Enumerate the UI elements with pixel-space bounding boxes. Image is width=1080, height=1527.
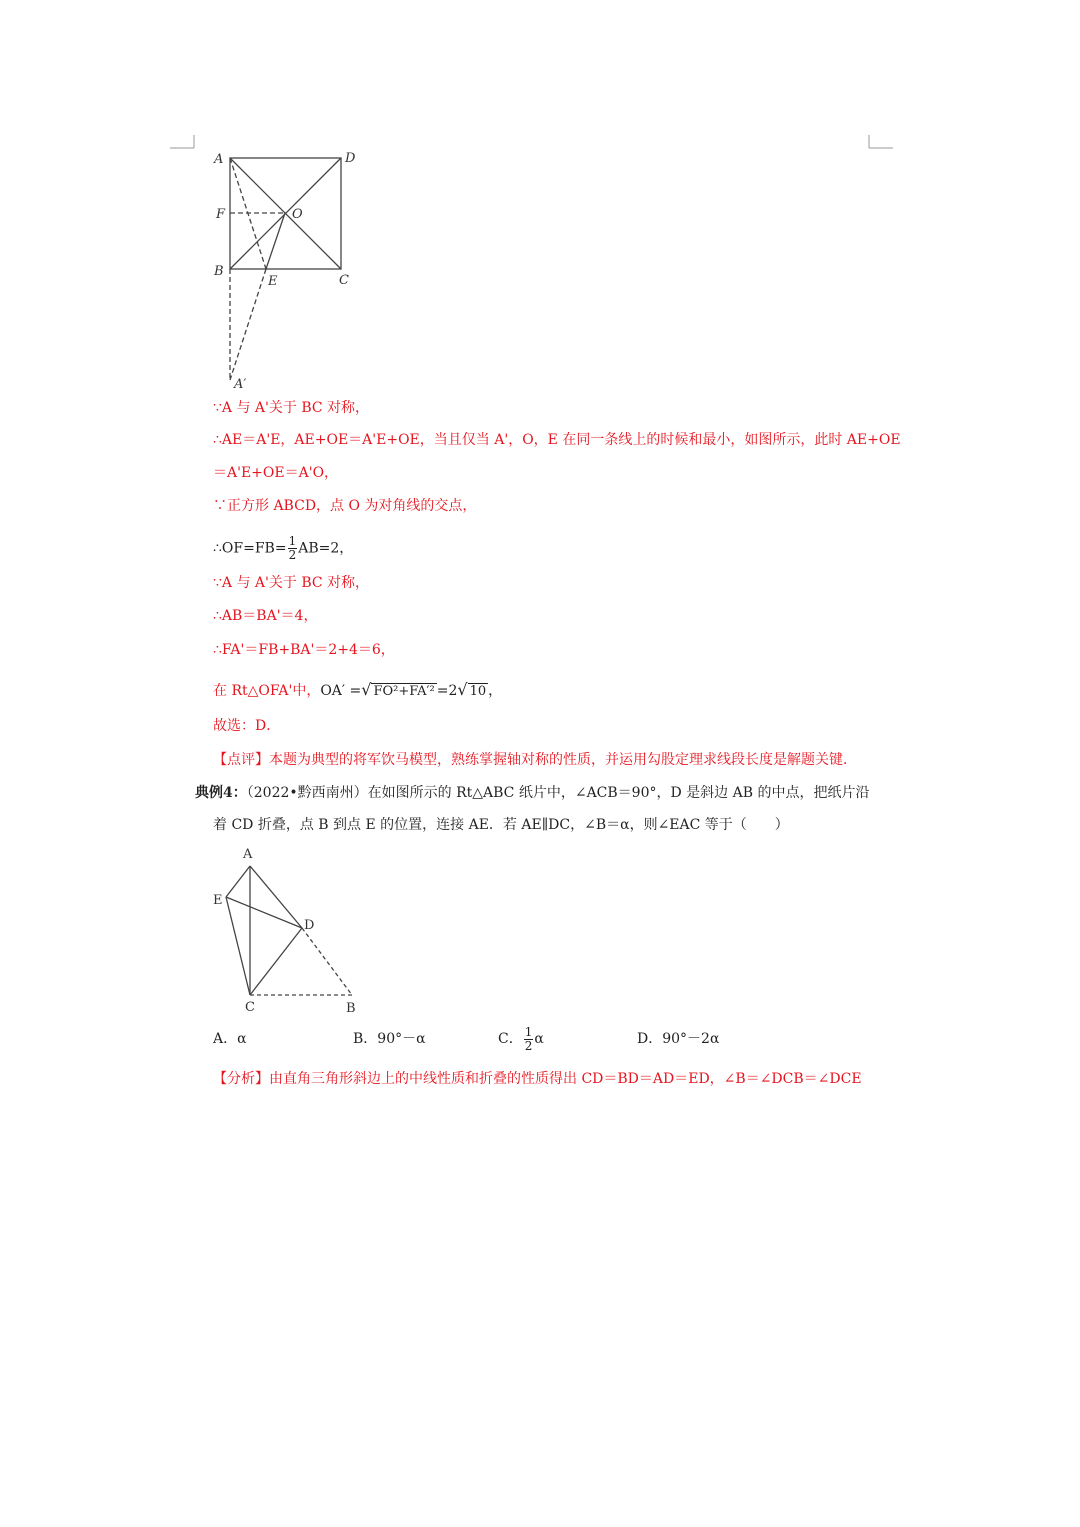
example4-title: 典例4： — [195, 785, 247, 801]
radical-sign-icon: √ — [457, 680, 468, 699]
label-e-2: E — [213, 893, 223, 908]
segment-db-2 — [302, 928, 352, 995]
sqrt-expression-1 — [361, 680, 436, 702]
label-d: D — [345, 151, 356, 166]
figure-square-labels — [213, 151, 356, 392]
fraction-one-half — [288, 535, 298, 562]
line5-prefix: ∴OF=FB= — [213, 540, 287, 557]
label-a-prime: A′ — [234, 377, 247, 392]
label-f: F — [216, 207, 226, 222]
corner-mark-top-left — [170, 135, 194, 148]
radicand-1: FO²+FA′² — [373, 684, 435, 699]
solution-line-3: ＝A'E+OE＝A'O， — [213, 465, 339, 481]
solution-line-8: ∴FA'＝FB+BA'＝2+4＝6， — [213, 642, 395, 658]
line9-suffix: ， — [488, 683, 503, 699]
label-d-2: D — [304, 918, 315, 933]
solution-line-5 — [213, 534, 354, 562]
option-c-denominator: 2 — [524, 1038, 533, 1053]
solution-line-2: ∴AE＝A'E，AE+OE＝A'E+OE，当且仅当 A'，O，E 在同一条线上的时候和最小，如图所示，此时 AE+OE — [213, 432, 901, 448]
figure-triangle-abc — [226, 866, 352, 995]
comment-line: 【点评】本题为典型的将军饮马模型，熟练掌握轴对称的性质，并运用勾股定理求线段长度是解题关键． — [213, 752, 857, 768]
solution-line-7: ∴AB＝BA'＝4， — [213, 608, 318, 624]
line9-mid: =2 — [436, 683, 458, 699]
solution-line-6: ∵A 与 A'关于 BC 对称， — [213, 575, 370, 591]
corner-mark-top-right — [869, 135, 893, 148]
segment-ae-2 — [226, 866, 250, 897]
option-c-suffix: α — [534, 1031, 544, 1047]
segment-ae — [230, 158, 266, 269]
segment-oe — [266, 213, 285, 269]
radical-sign-icon: √ — [361, 680, 372, 699]
solution-line-10: 故选：D． — [213, 718, 281, 734]
sqrt-expression-2 — [457, 680, 488, 702]
option-d[interactable]: D．90°－2α — [637, 1031, 720, 1047]
option-c-label: C． — [498, 1031, 523, 1047]
example4-line-1 — [195, 783, 869, 803]
segment-dc-2 — [250, 928, 302, 995]
label-o: O — [292, 207, 303, 222]
option-b[interactable]: B．90°－α — [353, 1031, 426, 1047]
solution-line-4: ∵正方形 ABCD，点 O 为对角线的交点， — [213, 498, 477, 514]
label-b: B — [214, 264, 224, 279]
radicand-2: 10 — [469, 684, 487, 699]
segment-ed-2 — [226, 897, 302, 928]
line9-lhs: OA′ = — [320, 683, 362, 699]
option-a[interactable]: A．α — [213, 1031, 247, 1047]
option-c-fraction — [524, 1026, 534, 1053]
segment-ec-2 — [226, 897, 250, 995]
fraction-denominator: 2 — [288, 548, 297, 562]
solution-line-1: ∵A 与 A'关于 BC 对称， — [213, 400, 370, 416]
label-e: E — [268, 274, 278, 289]
segment-ea-prime — [230, 269, 266, 380]
line5-suffix: AB=2， — [298, 540, 354, 557]
label-c: C — [339, 273, 349, 288]
option-c-numerator: 1 — [524, 1024, 533, 1039]
label-a: A — [214, 152, 224, 167]
figure-square-abcd — [230, 158, 341, 380]
option-c[interactable] — [498, 1023, 544, 1055]
example4-text-1: （2022•黔西南州）在如图所示的 Rt△ABC 纸片中，∠ACB＝90°，D 是斜边 AB 的中点，把纸片沿 — [246, 785, 870, 801]
example4-line-2: 着 CD 折叠，点 B 到点 E 的位置，连接 AE．若 AE∥DC，∠B＝α，则∠EAC 等于（ ） — [213, 817, 789, 833]
line9-prefix: 在 Rt△OFA'中， — [213, 683, 321, 699]
segment-ad-2 — [250, 866, 302, 928]
label-c-2: C — [245, 1000, 255, 1015]
solution-line-9 — [213, 680, 502, 700]
fraction-numerator: 1 — [288, 534, 297, 548]
label-b-2: B — [346, 1001, 356, 1016]
analysis-line: 【分析】由直角三角形斜边上的中线性质和折叠的性质得出 CD＝BD＝AD＝ED，∠B＝∠DCB＝∠DCE — [213, 1071, 862, 1087]
label-a-2: A — [243, 847, 253, 862]
